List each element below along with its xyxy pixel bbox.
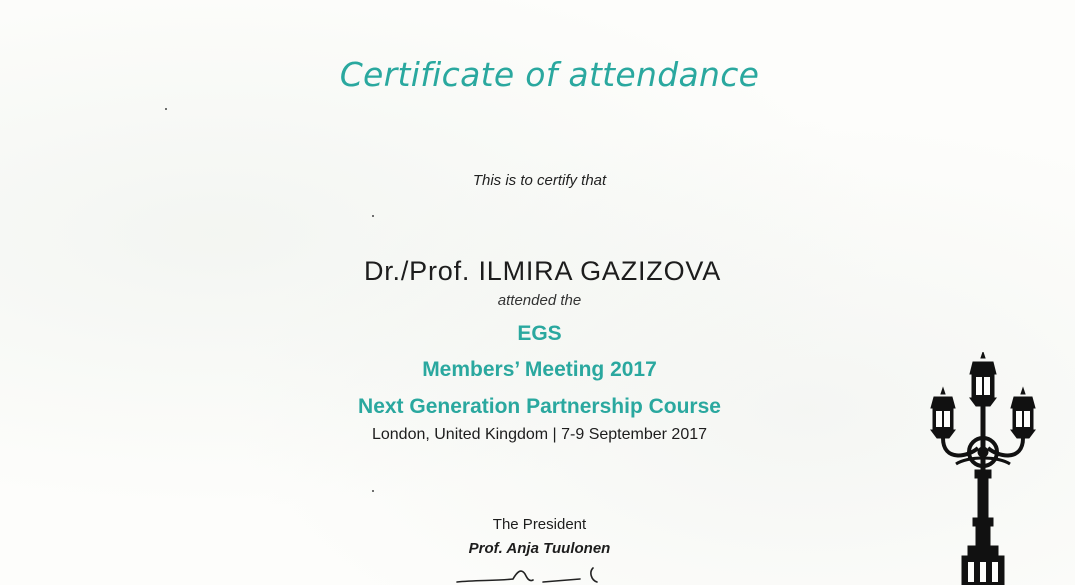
paper-speck — [165, 108, 167, 110]
event-course: Next Generation Partnership Course — [358, 395, 721, 418]
paper-speck — [372, 215, 374, 217]
attended-line: attended the — [497, 292, 582, 309]
certificate-title: Certificate of attendance — [339, 55, 760, 94]
location-date: London, United Kingdom | 7-9 September 2017 — [371, 426, 708, 443]
certify-line: This is to certify that — [472, 172, 607, 189]
event-organization: EGS — [517, 322, 562, 345]
recipient-name: Dr./Prof. ILMIRA GAZIZOVA — [363, 256, 722, 286]
signature-icon — [455, 562, 615, 585]
paper-speck — [372, 490, 374, 492]
street-lamp-icon — [928, 352, 1038, 585]
event-meeting: Members’ Meeting 2017 — [422, 358, 657, 381]
signatory-name: Prof. Anja Tuulonen — [468, 540, 611, 557]
signatory-role: The President — [492, 516, 587, 533]
